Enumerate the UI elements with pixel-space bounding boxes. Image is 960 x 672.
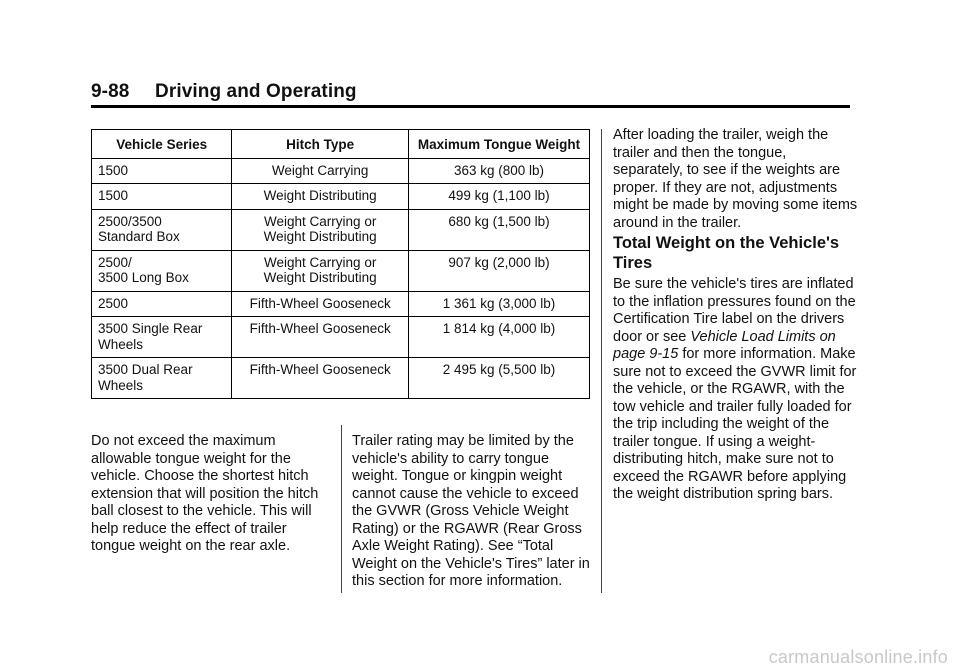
header-hitch-type: Hitch Type	[232, 130, 409, 159]
table-row	[92, 358, 590, 399]
cell-vehicle-series: 3500 Dual Rear Wheels	[92, 358, 232, 399]
page-header	[91, 81, 357, 103]
body-text-before-ref: Be sure the vehicle's tires are inflated to the inflation pressures found on the Certification Tire label on the drivers door or see	[613, 276, 856, 345]
cell-vehicle-series: 2500	[92, 291, 232, 317]
cell-max-tongue-weight: 680 kg (1,500 lb)	[408, 209, 589, 250]
table-header-row	[92, 130, 590, 159]
left-paragraph: Do not exceed the maximum allowable tongue weight for the vehicle. Choose the shortest hitch extension that will position the hitch ball closest to the vehicle. This will help reduce the effect of trailer tongue weight on the rear axle.	[91, 433, 319, 554]
cell-hitch-type: Weight Distributing	[232, 184, 409, 210]
middle-paragraph: Trailer rating may be limited by the vehicle's ability to carry tongue weight. Tongue or kingpin weight cannot cause the vehicle to exceed the GVWR (Gross Vehicle Weight Rating) or the RGAWR (Rear Gross Axle Weight Rating). See “Total Weight on the Vehicle's Tires” later in this section for more information.	[352, 433, 590, 589]
right-intro-paragraph: After loading the trailer, weigh the trailer and then the tongue, separately, to see if the weights are proper. If they are not, adjustments might be made by moving some items around in the trailer.	[613, 127, 858, 231]
table-row	[92, 291, 590, 317]
cell-hitch-type: Fifth-Wheel Gooseneck	[232, 358, 409, 399]
body-text-after-ref: for more information. Make sure not to exceed the GVWR limit for the vehicle, or the RGAWR, with the tow vehicle and trailer fully loaded for the trip including the weight of the trailer tongue. If using a weight-distributing hitch, make sure not to exceed the RGAWR before applying the weight distribution spring bars.	[613, 346, 857, 502]
cell-hitch-type: Fifth-Wheel Gooseneck	[232, 317, 409, 358]
column-rule-right	[601, 129, 602, 593]
page-reference: Vehicle Load Limits on page 9-15	[613, 328, 836, 362]
page-number: 9-88	[91, 81, 130, 102]
cell-max-tongue-weight: 1 814 kg (4,000 lb)	[408, 317, 589, 358]
section-title: Driving and Operating	[155, 81, 357, 102]
table-row	[92, 250, 590, 291]
cell-vehicle-series: 2500/3500 Standard Box	[92, 209, 232, 250]
cell-max-tongue-weight: 2 495 kg (5,500 lb)	[408, 358, 589, 399]
cell-vehicle-series: 3500 Single Rear Wheels	[92, 317, 232, 358]
table-row	[92, 209, 590, 250]
table-body	[92, 158, 590, 399]
cell-max-tongue-weight: 499 kg (1,100 lb)	[408, 184, 589, 210]
cell-vehicle-series: 1500	[92, 184, 232, 210]
header-vehicle-series: Vehicle Series	[92, 130, 232, 159]
cell-max-tongue-weight: 1 361 kg (3,000 lb)	[408, 291, 589, 317]
cell-hitch-type: Fifth-Wheel Gooseneck	[232, 291, 409, 317]
right-body-paragraph	[613, 276, 858, 504]
column-rule-left	[341, 425, 342, 593]
cell-hitch-type: Weight Carrying or Weight Distributing	[232, 209, 409, 250]
table-row	[92, 317, 590, 358]
cell-max-tongue-weight: 907 kg (2,000 lb)	[408, 250, 589, 291]
table-row	[92, 184, 590, 210]
cell-vehicle-series: 2500/ 3500 Long Box	[92, 250, 232, 291]
cell-vehicle-series: 1500	[92, 158, 232, 184]
header-max-tongue-weight: Maximum Tongue Weight	[408, 130, 589, 159]
cell-hitch-type: Weight Carrying	[232, 158, 409, 184]
tongue-weight-table	[91, 129, 590, 399]
table-row	[92, 158, 590, 184]
cell-hitch-type: Weight Carrying or Weight Distributing	[232, 250, 409, 291]
watermark-text: carmanualsonline.info	[768, 647, 948, 667]
section-subheading: Total Weight on the Vehicle's Tires	[613, 234, 840, 272]
header-rule	[91, 105, 850, 108]
cell-max-tongue-weight: 363 kg (800 lb)	[408, 158, 589, 184]
